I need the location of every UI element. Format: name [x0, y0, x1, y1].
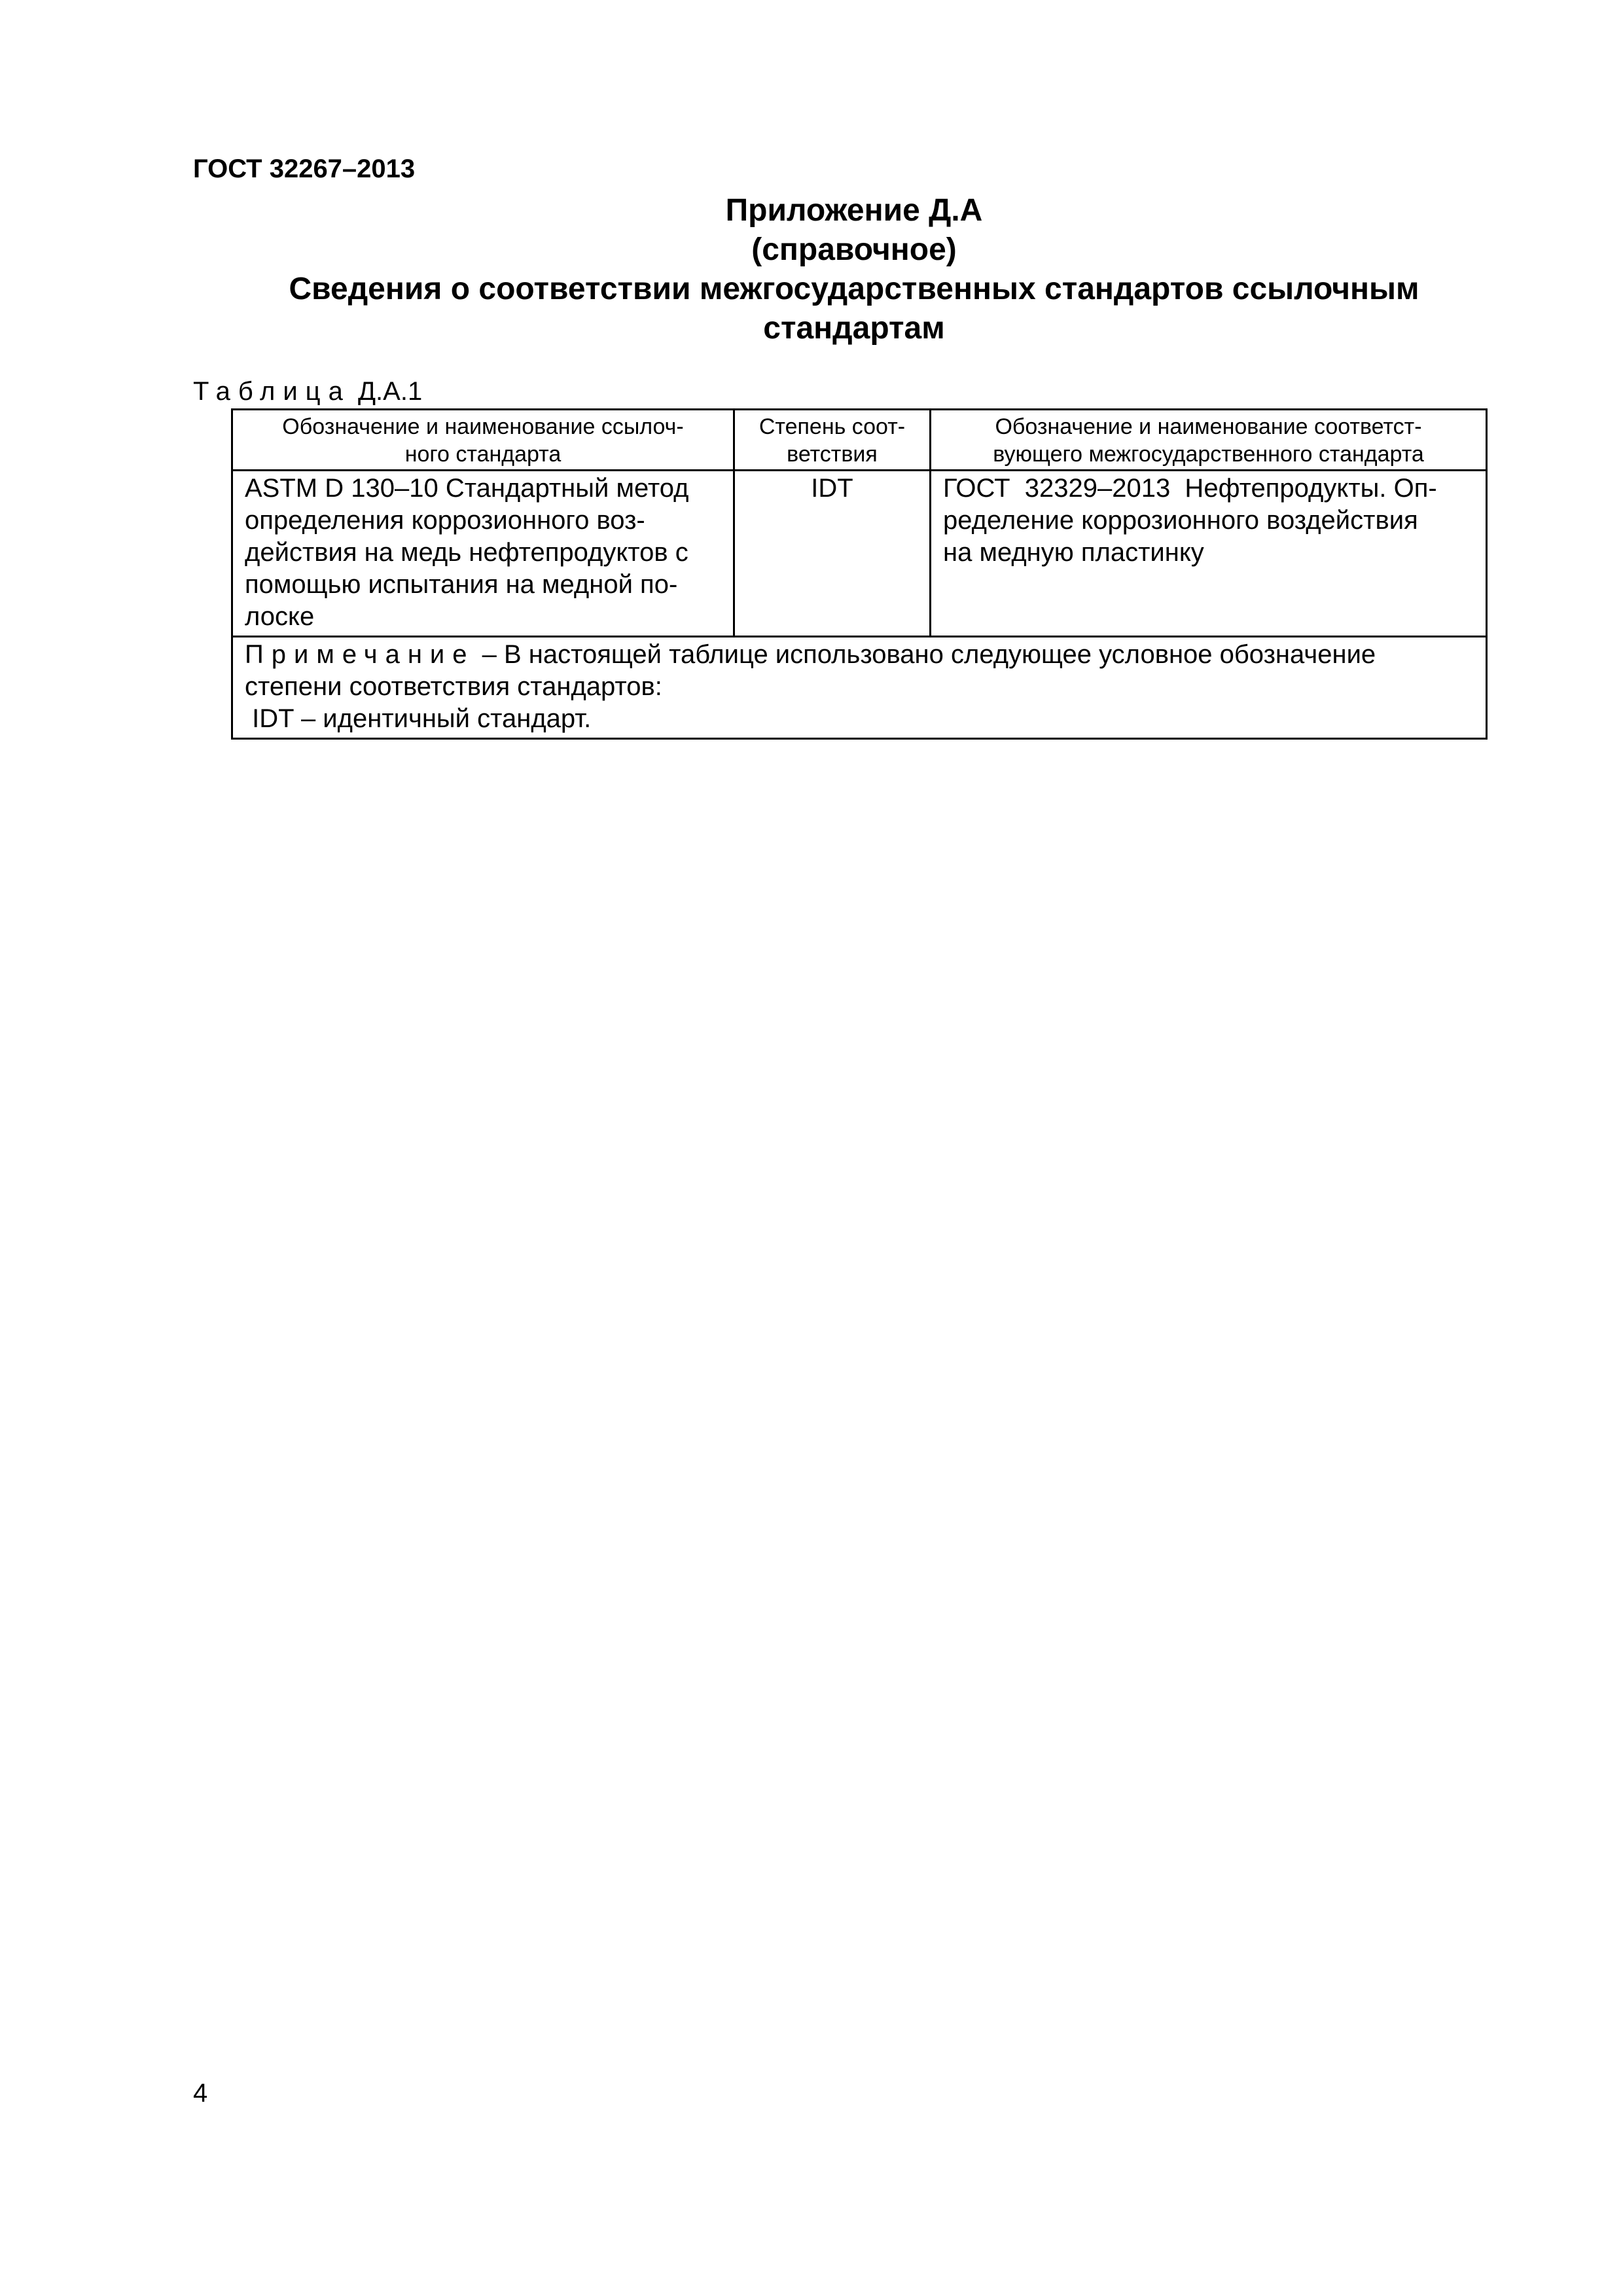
note-title: Примечание	[245, 640, 475, 669]
cell-text-line: ASTM D 130–10 Стандартный метод	[245, 474, 689, 503]
appendix-type: (справочное)	[751, 232, 957, 267]
column-header-reference-standard	[232, 410, 734, 471]
standards-table	[231, 408, 1488, 740]
appendix-heading	[193, 191, 1515, 348]
appendix-heading-line-1: Сведения о соответствии межгосударственных стандартов ссылочным	[289, 272, 1419, 306]
cell-text-line: ГОСТ 32329–2013 Нефтепродукты. Оп-	[943, 474, 1437, 503]
column-header-line: ного стандарта	[404, 442, 562, 467]
cell-text-line: на медную пластинку	[943, 538, 1204, 567]
appendix-title: Приложение Д.А	[725, 193, 983, 228]
column-header-line: Степень соот-	[758, 414, 906, 439]
column-header-line: Обозначение и наименование ссылоч-	[282, 414, 684, 439]
column-header-line: ветствия	[787, 442, 878, 467]
cell-reference-standard	[232, 471, 734, 637]
column-header-line: вующего межгосударственного стандарта	[993, 442, 1424, 467]
table-note-row	[232, 637, 1487, 739]
table-caption-number: Д.А.1	[357, 377, 423, 406]
note-line-1	[245, 639, 1474, 671]
table-header-row	[232, 410, 1487, 471]
cell-text-line: IDT	[811, 474, 853, 503]
table-row	[232, 471, 1487, 637]
cell-text-line: помощью испытания на медной по-	[245, 570, 678, 599]
note-line-3: IDT – идентичный стандарт.	[245, 704, 592, 733]
appendix-heading-line-2: стандартам	[763, 311, 945, 346]
table-caption	[193, 374, 422, 408]
column-header-degree	[734, 410, 931, 471]
cell-text-line: определения коррозионного воз-	[245, 506, 645, 535]
column-header-interstate-standard	[931, 410, 1487, 471]
cell-text-line: ределение коррозионного воздействия	[943, 506, 1418, 535]
table-note	[232, 637, 1487, 739]
note-line-2: степени соответствия стандартов:	[245, 672, 662, 701]
cell-text-line: лоске	[245, 602, 315, 631]
document-code: ГОСТ 32267–2013	[193, 154, 416, 183]
note-text: – В настоящей таблице использовано следующее условное обозначение	[474, 640, 1376, 669]
table-caption-word: Таблица	[193, 377, 351, 406]
cell-interstate-standard	[931, 471, 1487, 637]
page-number: 4	[193, 2079, 208, 2108]
column-header-line: Обозначение и наименование соответст-	[995, 414, 1422, 439]
cell-degree	[734, 471, 931, 637]
cell-text-line: действия на медь нефтепродуктов с	[245, 538, 688, 567]
